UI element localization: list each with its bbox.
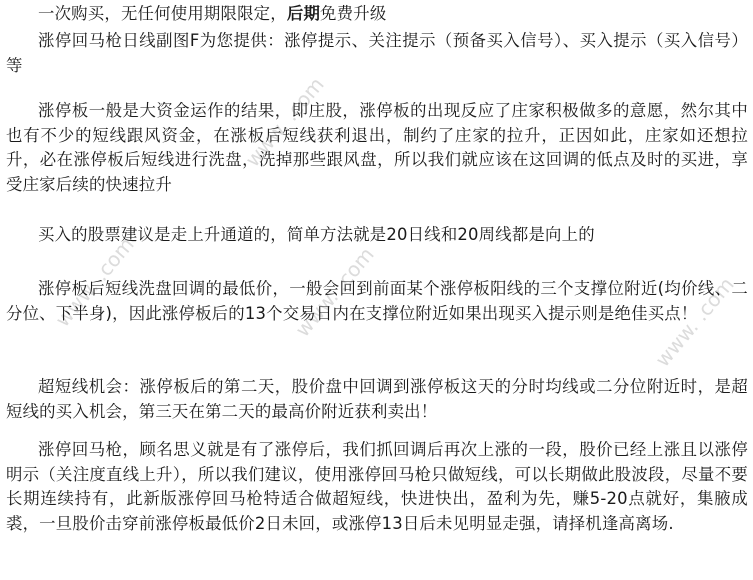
paragraph-text: 超短线机会：涨停板后的第二天，股价盘中回调到涨停板这天的分时均线或二分位附近时，是超短线的买入机会，第三天在第二天的最高价附近获利卖出！ bbox=[6, 377, 748, 421]
paragraph-stock-selection bbox=[6, 223, 748, 248]
paragraph-strategy bbox=[6, 438, 748, 536]
paragraph-text: 买入的股票建议是走上升通道的，简单方法就是20日线和20周线都是向上的 bbox=[38, 225, 595, 244]
watermark: www. .com bbox=[50, 232, 139, 332]
watermark: www. .com bbox=[240, 72, 329, 172]
watermark: www. .com bbox=[650, 272, 739, 372]
paragraph-purchase bbox=[6, 2, 748, 27]
watermark: www. .com bbox=[290, 242, 379, 342]
paragraph-lowest-price bbox=[6, 277, 748, 326]
paragraph-text: 一次购买，无任何使用期限限定， bbox=[38, 4, 287, 23]
paragraph-text: 免费升级 bbox=[320, 4, 387, 23]
paragraph-text: 涨停回马枪，顾名思义就是有了涨停后，我们抓回调后再次上涨的一段，股价已经上涨且以涨停明示（关注度直线上升），所以我们建议，使用涨停回马枪只做短线，可以长期做此股波段，尽量不要长期连续持有，此新版涨停回马枪特适合做超短线，快进快出，盈利为先，赚5-20点就好，集腋成裘，一旦股价击穿前涨停板最低价2日未回，或涨停13日后未见明显走强，请择机逢高离场. bbox=[6, 440, 748, 533]
paragraph-text: 涨停板一般是大资金运作的结果，即庄股，涨停板的出现反应了庄家积极做多的意愿，然尔其中也有不少的短线跟风资金，在涨板后短线获利退出，制约了庄家的拉升，正因如此，庄家如还想拉升，必在涨停板后短线进行洗盘，洗掉那些跟风盘，所以我们就应该在这回调的低点及时的买进，享受庄家后续的快速拉升 bbox=[6, 101, 748, 194]
paragraph-text: 涨停回马枪日线副图F为您提供：涨停提示、关注提示（预备买入信号）、买入提示（买入信号）等 bbox=[6, 31, 748, 75]
paragraph-ultra-short bbox=[6, 375, 748, 424]
paragraph-limit-up-explanation bbox=[6, 99, 748, 197]
paragraph-signals bbox=[6, 29, 748, 78]
paragraph-text: 涨停板后短线洗盘回调的最低价，一般会回到前面某个涨停板阳线的三个支撑位附近(均价线、二分位、下半身)，因此涨停板后的13个交易日内在支撑位附近如果出现买入提示则是绝佳买点！ bbox=[6, 279, 748, 323]
paragraph-bold-text: 后期 bbox=[286, 4, 321, 23]
